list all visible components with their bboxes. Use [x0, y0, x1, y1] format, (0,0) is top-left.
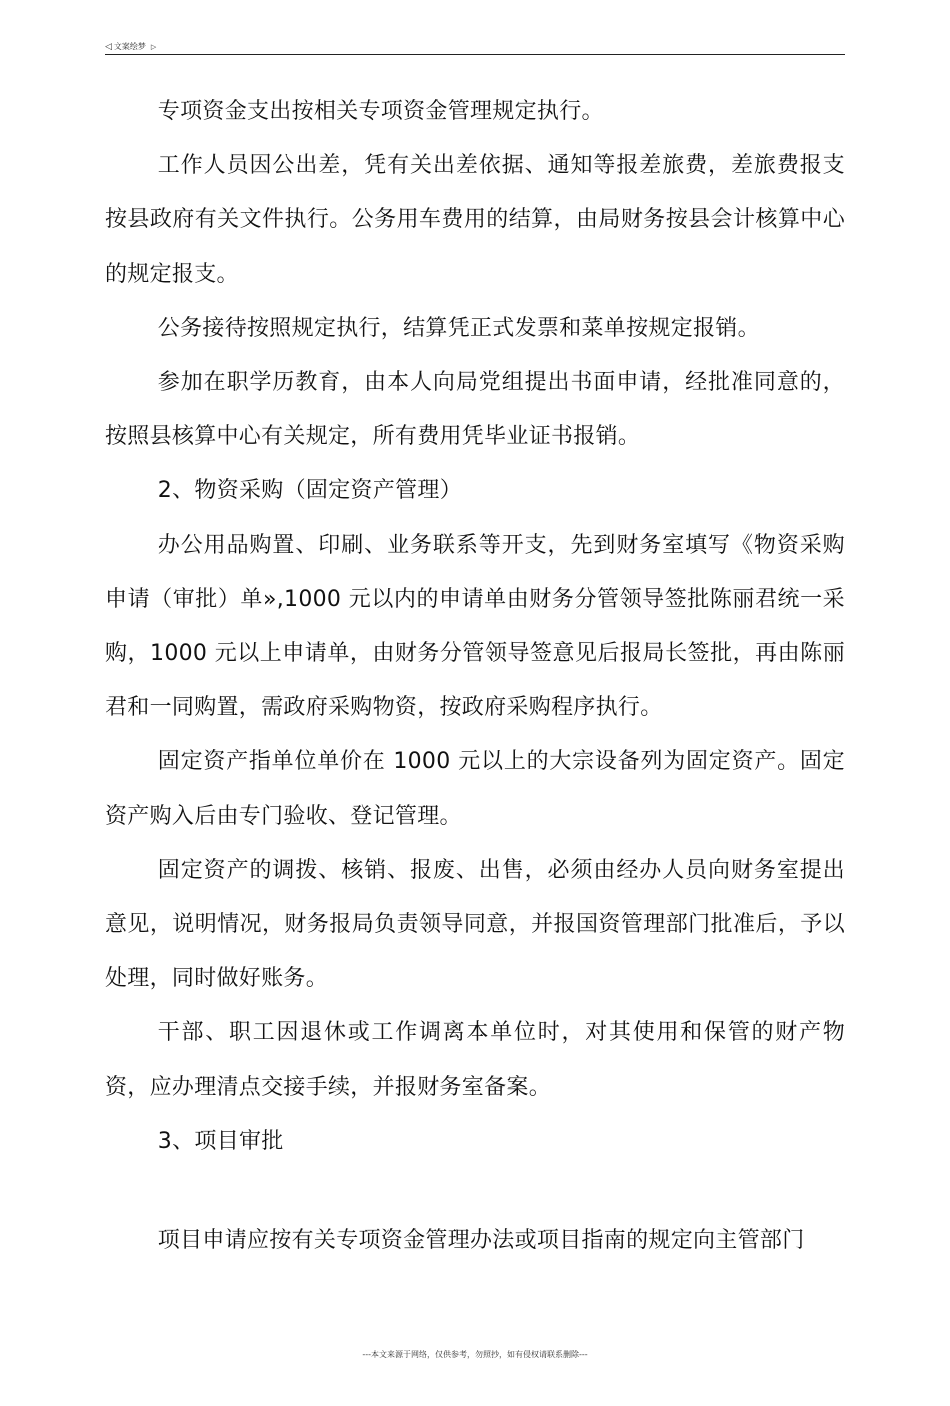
header-title: 文案绘梦	[113, 42, 146, 51]
paragraph: 办公用品购置、印刷、业务联系等开支，先到财务室填写《物资采购申请（审批）单»,1000 元以内的申请单由财务分管领导签批陈丽君统一采购，1000 元以上申请单，由财务分管领导签意见后报局长签批，再由陈丽君和一同购置，需政府采购物资，按政府采购程序执行。	[105, 532, 845, 721]
right-triangle-icon: ▷	[150, 43, 157, 51]
left-triangle-icon: ◁	[105, 42, 112, 52]
paragraph: 公务接待按照规定执行，结算凭正式发票和菜单按规定报销。	[157, 315, 760, 341]
document-body	[105, 85, 845, 1268]
spacer	[105, 1169, 845, 1214]
paragraph: 参加在职学历教育，由本人向局党组提出书面申请，经批准同意的，按照县核算中心有关规定，所有费用凭毕业证书报销。	[105, 370, 845, 450]
page-footer: ---本文来源于网络，仅供参考，勿照抄，如有侵权请联系删除---	[362, 1350, 588, 1359]
paragraph: 干部、职工因退休或工作调离本单位时，对其使用和保管的财产物资，应办理清点交接手续，并报财务室备案。	[105, 1020, 845, 1100]
paragraph: 工作人员因公出差，凭有关出差依据、通知等报差旅费，差旅费报支按县政府有关文件执行。公务用车费用的结算，由局财务按县会计核算中心的规定报支。	[105, 153, 845, 287]
paragraph: 专项资金支出按相关专项资金管理规定执行。	[157, 99, 604, 124]
section-heading: 3、项目审批	[157, 1128, 284, 1154]
paragraph: 项目申请应按有关专项资金管理办法或项目指南的规定向主管部门	[157, 1228, 805, 1254]
page-header	[105, 40, 845, 55]
paragraph: 固定资产的调拨、核销、报废、出售，必须由经办人员向财务室提出意见，说明情况，财务报局负责领导同意，并报国资管理部门批准后，予以处理，同时做好账务。	[105, 857, 845, 992]
section-heading: 2、物资采购（固定资产管理）	[157, 478, 462, 504]
paragraph: 固定资产指单位单价在 1000 元以上的大宗设备列为固定资产。固定资产购入后由专门验收、登记管理。	[105, 749, 845, 829]
